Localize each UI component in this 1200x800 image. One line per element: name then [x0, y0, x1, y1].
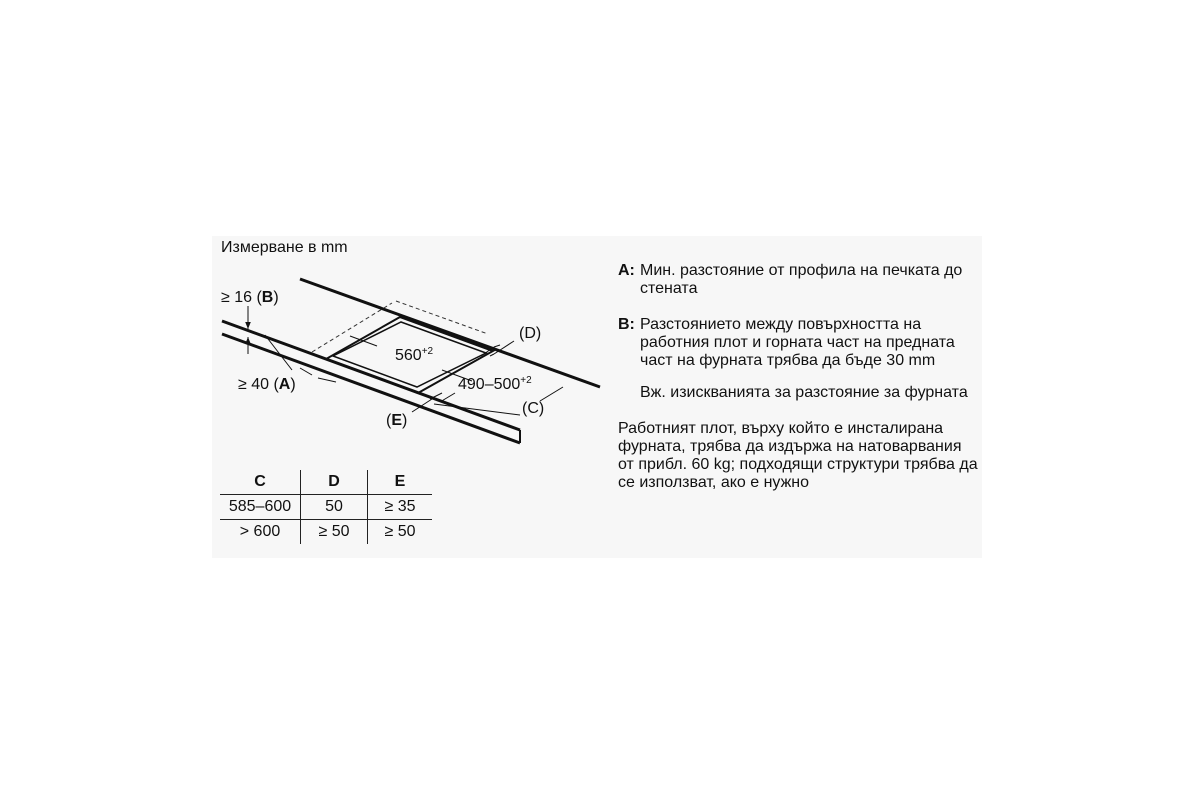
- notes: [618, 262, 980, 492]
- table-cell: ≥ 50: [368, 520, 433, 545]
- note-b-extra: [618, 384, 980, 402]
- label-b: ≥ 16 (B): [221, 289, 279, 306]
- note-b: [618, 316, 980, 370]
- note-worktop-load: Работният плот, върху който е инсталирана фурната, трябва да издържа на натоварвания от прибл. 60 kg; подходящи структури трябва да се използват, ако е нужно: [618, 420, 978, 491]
- table-cell: 585–600: [220, 495, 301, 520]
- note-b-label: B:: [618, 316, 635, 333]
- table-cell: > 600: [239, 523, 281, 540]
- dimension-depth: [440, 345, 500, 402]
- table-cell: 50: [301, 495, 368, 520]
- note-b-extra-text: Вж. изискванията за разстояние за фурната: [640, 384, 968, 401]
- table-row: [220, 520, 432, 545]
- note-b-text: Разстоянието между повърхността на работния плот и горната част на предната част на фурната трябва да бъде 30 mm: [640, 316, 955, 369]
- table-header-d: D: [301, 470, 368, 495]
- table-cell: ≥ 35: [368, 495, 433, 520]
- label-c: (C): [522, 400, 545, 417]
- dimensions-table: [220, 470, 432, 544]
- measurement-caption: Измерване в mm: [221, 239, 348, 256]
- label-depth: $490-500^{+2}$: [458, 375, 532, 393]
- label-width: $560^{+2}$: [395, 346, 434, 364]
- table-header-e: E: [368, 470, 433, 495]
- table-header-row: [220, 470, 432, 495]
- note-a-label: A:: [618, 262, 635, 279]
- table-cell: ≥ 50: [301, 520, 368, 545]
- note-a-text: Мин. разстояние от профила на печката до стената: [640, 262, 963, 297]
- table-header-c: C: [220, 470, 301, 495]
- label-d: (D): [519, 325, 542, 342]
- table-row: [220, 495, 432, 520]
- note-a: [618, 262, 980, 298]
- label-a: ≥ 40 (A): [238, 376, 296, 393]
- label-e: (E): [386, 412, 408, 429]
